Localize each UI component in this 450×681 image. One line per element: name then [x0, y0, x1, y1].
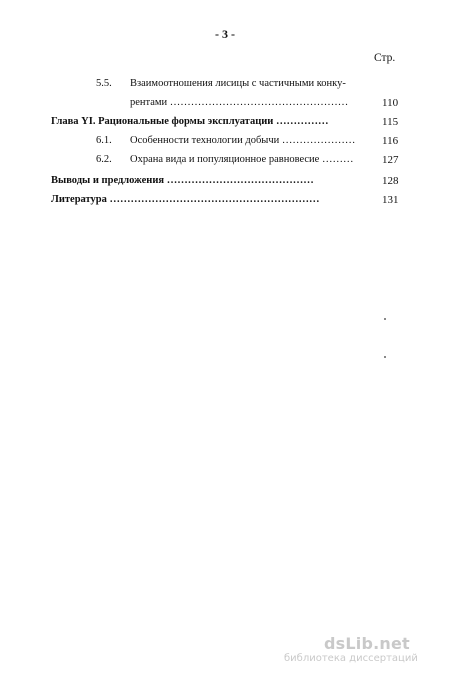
- toc-chapter-6-page: 115: [382, 116, 399, 128]
- toc-entry-6-1-title: Особенности технологии добычи …………………: [130, 135, 356, 146]
- toc-entry-6-1-page: 116: [382, 135, 399, 147]
- toc-entry-5-5-title: Взаимоотношения лисицы с частичными конку-: [130, 78, 346, 89]
- toc-entry-6-1-number: 6.1.: [96, 135, 112, 146]
- toc-entry-6-2-title: Охрана вида и популяционное равновесие ………: [130, 154, 354, 165]
- pages-column-heading: Стр.: [374, 52, 396, 64]
- toc-literature-title: Литература ……………………………………………………: [51, 194, 320, 205]
- page-number: - 3 -: [215, 27, 235, 41]
- scan-speck: [384, 318, 386, 320]
- watermark-subtitle: библиотека диссертаций: [284, 653, 418, 664]
- scan-speck: [384, 356, 386, 358]
- toc-entry-5-5-page: 110: [382, 97, 399, 109]
- toc-entry-5-5-title-continued: рентами ……………………………………………: [130, 97, 349, 108]
- toc-chapter-6-title: Глава YI. Рациональные формы эксплуатации ……………: [51, 116, 329, 127]
- toc-entry-6-2-number: 6.2.: [96, 154, 112, 165]
- toc-literature-page: 131: [382, 194, 399, 206]
- toc-entry-6-2-page: 127: [382, 154, 399, 166]
- watermark: [284, 634, 418, 664]
- watermark-logo: dsLib.net: [324, 634, 410, 653]
- toc-conclusions-page: 128: [382, 175, 399, 187]
- toc-conclusions-title: Выводы и предложения ……………………………………: [51, 175, 314, 186]
- toc-entry-5-5-number: 5.5.: [96, 78, 112, 89]
